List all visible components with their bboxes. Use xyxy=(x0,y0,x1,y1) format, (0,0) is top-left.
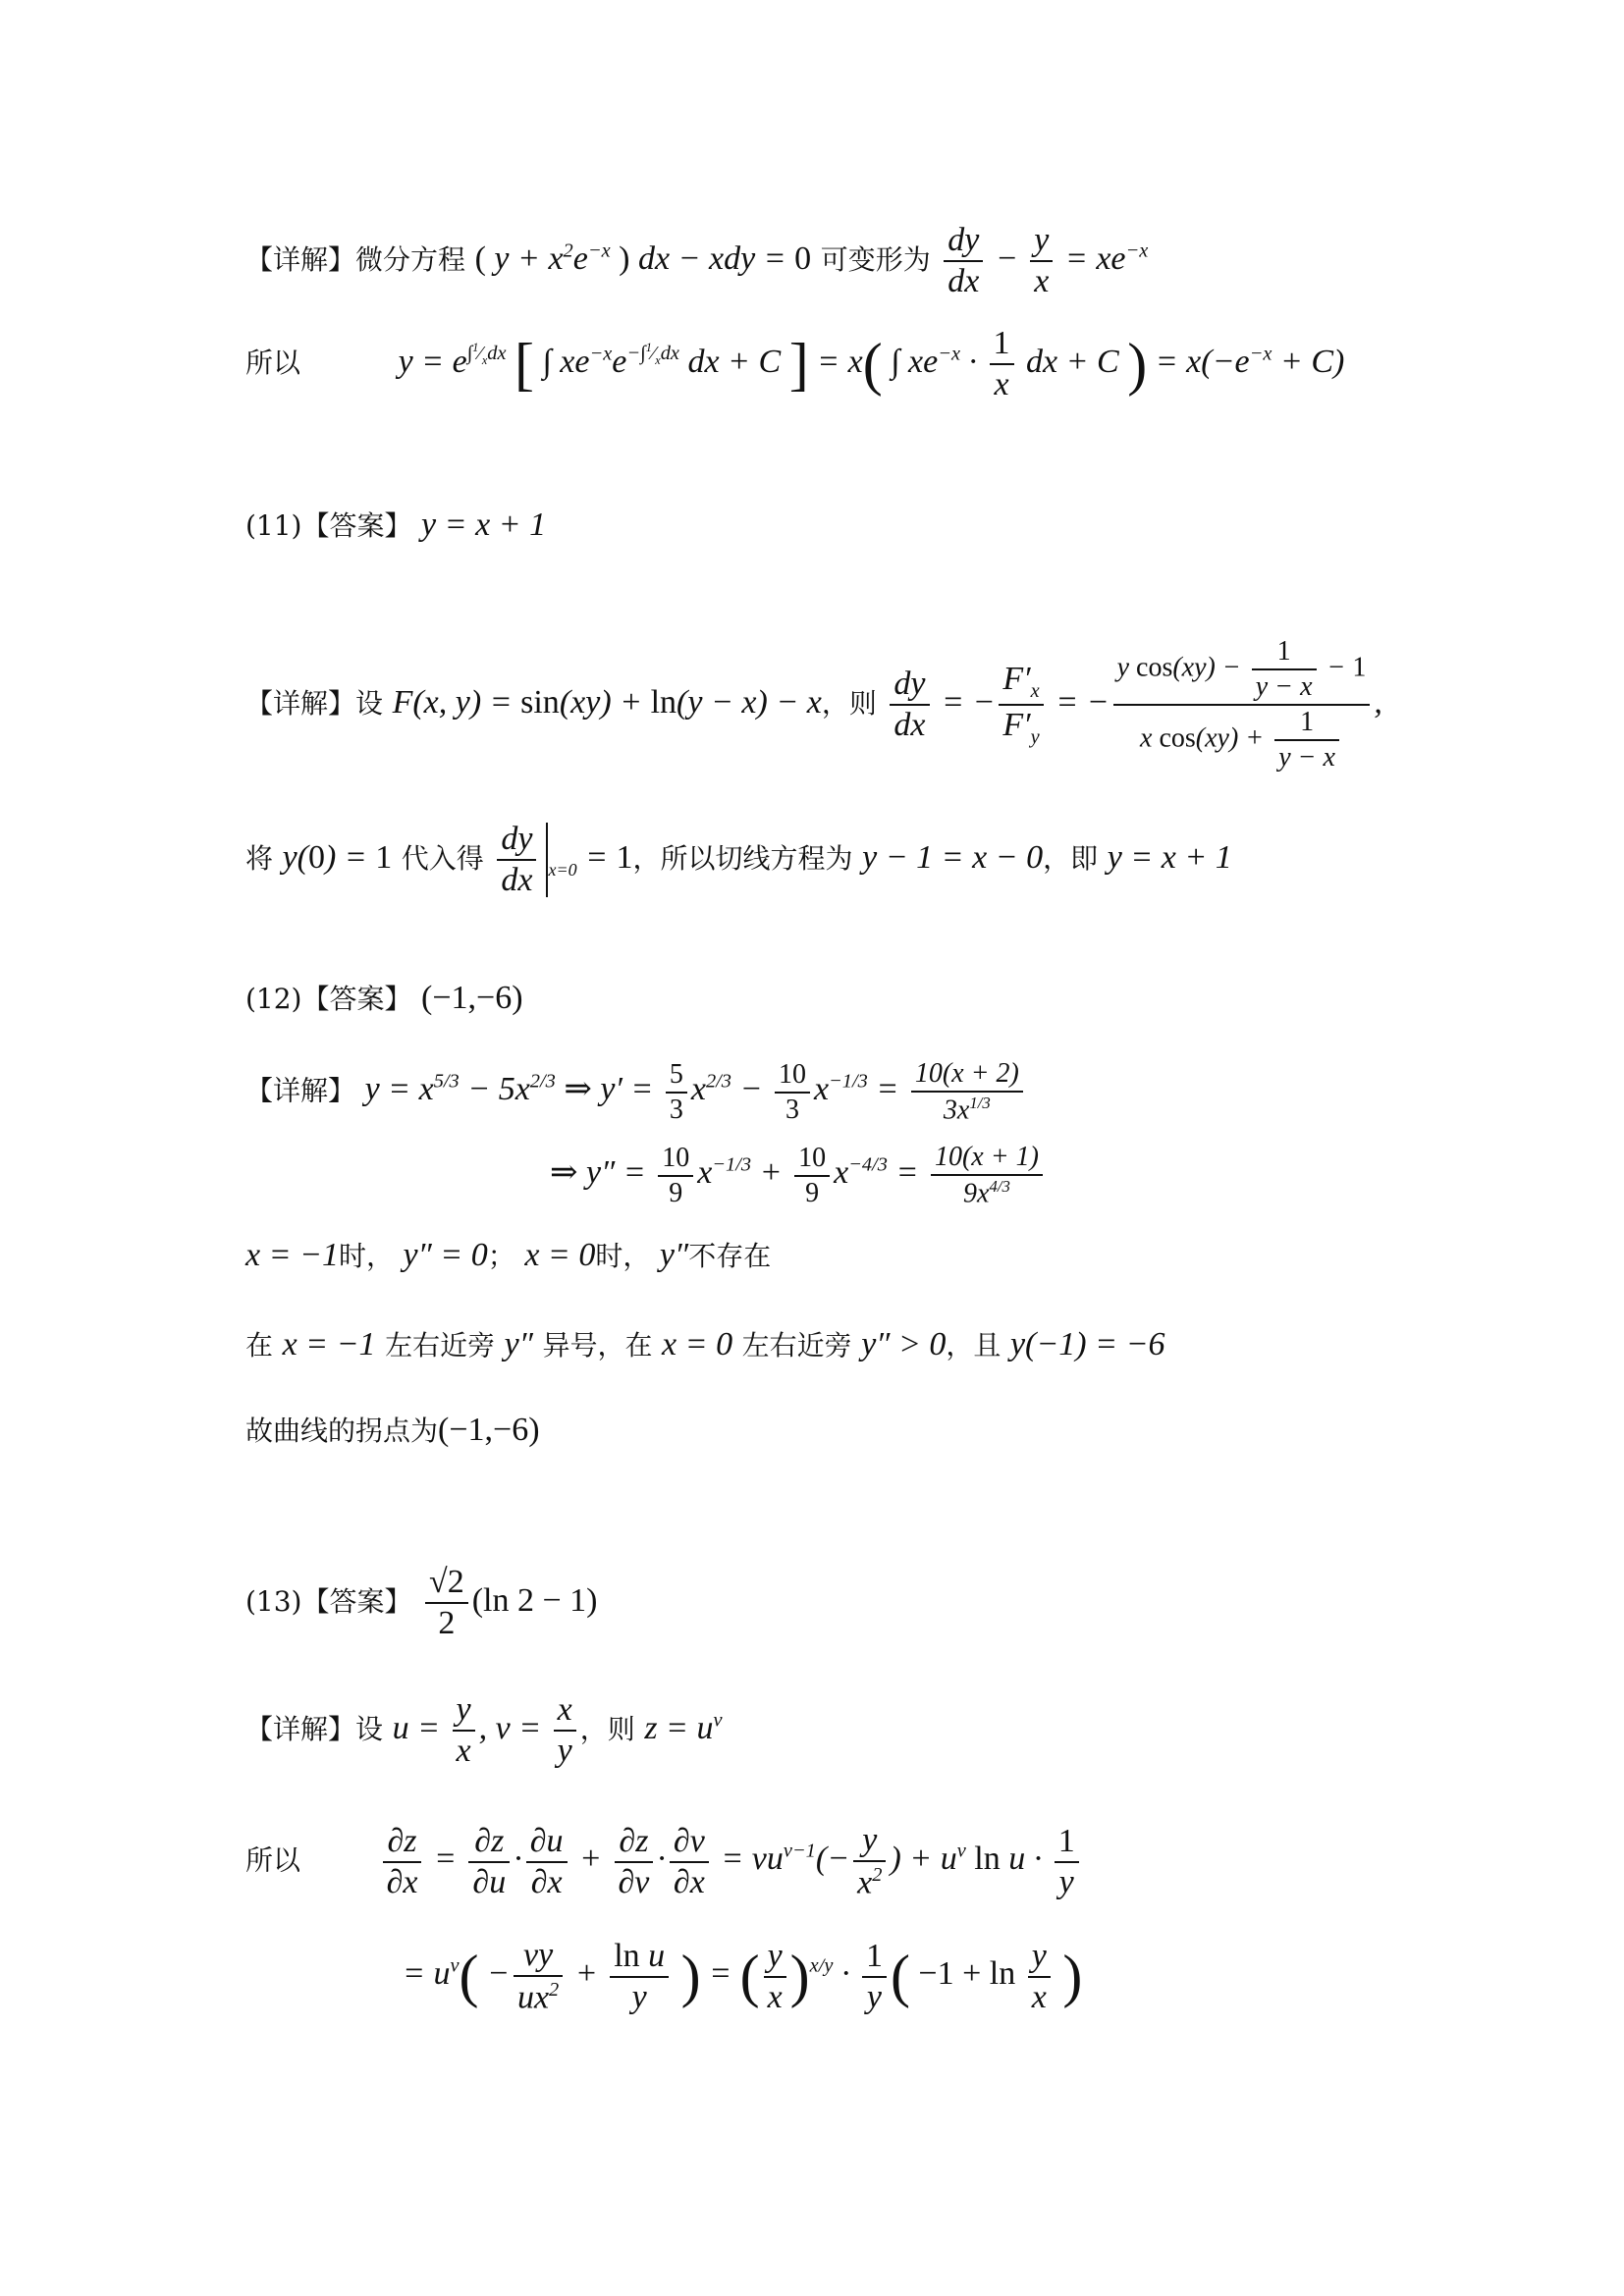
q12-conclusion: 故曲线的拐点为 xyxy=(245,1415,439,1447)
q10-solution: $y = e^{\int^1⁄_xdx}$ [ ∫ $xe^{-x}e^{-\int^1⁄_xdx}$ dx + C ] = x( ∫ $xe^{-x}$ · $\frac{1}{x}$ dx + C ) = $x(-e^{-x} + C)$ xyxy=(398,325,1345,402)
q12-answer: (−1,−6) xyxy=(421,980,523,1016)
q13-number: (13) xyxy=(245,1584,302,1618)
q11-number: (11) xyxy=(245,509,302,542)
q12-and: ，且 xyxy=(946,1329,1001,1362)
detail-label: 【详解】 xyxy=(245,1074,356,1107)
q12-first-derivative: $y = x^{5/3} - 5x^{2/3}$ ⇒ y′ = $\frac{5}{3}$ $x^{2/3}$ − $\frac{10}{3}$ $x^{-1/3}$ = $\frac{10(x + 2)}{3x^{1/3}}$ xyxy=(365,1071,1027,1107)
q12-when1: 时， xyxy=(338,1240,394,1272)
q13-z: $z = u^v$ xyxy=(644,1709,723,1746)
q11-tangent: y − 1 = x − 0 xyxy=(862,838,1044,876)
q12-detail-line1 xyxy=(245,1060,1027,1124)
q12-detail-line2 xyxy=(550,1144,1047,1207)
p10-mid: 可变形为 xyxy=(820,242,931,276)
p10-intro: 微分方程 xyxy=(355,242,466,276)
q11-answer-line xyxy=(245,508,546,542)
q13-set: 设 xyxy=(355,1712,384,1745)
q12-case2-y: y″ xyxy=(659,1237,689,1273)
q11-detail-line xyxy=(245,638,1382,772)
q13-answer: $\frac{√2}{2}$ (ln 2 − 1) xyxy=(421,1582,597,1619)
q11-sub-mid: 代入得 xyxy=(401,841,484,875)
q11-derivative: $\frac{dy}{dx}$ = − $\frac{F'_x}{F'_y}$ = − y cos(xy) − $\frac{1}{y - x}$ − 1 x cos(xy) + $\frac{1}{y - x}$ , xyxy=(886,684,1381,721)
q11-tangent-final: y = x + 1 xyxy=(1107,838,1232,876)
q12-conclusion-line xyxy=(245,1414,540,1447)
q11-sub-post: ，所以切线方程为 xyxy=(632,841,853,875)
q12-number: (12) xyxy=(245,983,302,1015)
q13-so-line xyxy=(245,1824,1083,1899)
q10-so-line xyxy=(245,327,1344,401)
q12-ypp-positive: y″ > 0 xyxy=(861,1326,947,1362)
q10-equation: ( $y + x^2e^{-x}$ ) dx − xdy = 0 xyxy=(474,240,812,277)
q12-inflection: (−1,−6) xyxy=(438,1412,540,1448)
q12-ypp-a: y″ xyxy=(504,1326,533,1362)
q12-diff-sign: 异号，在 xyxy=(542,1329,653,1362)
q12-point-a: x = −1 xyxy=(282,1326,376,1362)
q13-simplified: = $u^v$( − $\frac{vy}{ux^2}$ + $\frac{\text{ln u}}{y}$ ) = ( $\frac{y}{x}$ )$^{x/y}$ · $\frac{1}{y}$ ( −1 + ln $\frac{y}{x}$ ) xyxy=(403,1937,1083,2016)
answer-label: 【答案】 xyxy=(301,1584,412,1618)
q12-case1-value: y″ = 0 xyxy=(403,1237,488,1273)
q12-answer-line xyxy=(245,982,523,1015)
q13-partial: $\frac{\partial z}{\partial x}$ = $\frac{\partial z}{\partial u}$ · $\frac{\partial u}{\partial x}$ + $\frac{\partial z}{\partial v}$ · $\frac{\partial v}{\partial x}$ = $vu^{v-1}(-$ $\frac{y}{x^2}$ ) + $u^v$ ln u · $\frac{1}{y}$ xyxy=(379,1841,1083,1877)
q11-slope: $\frac{dy}{dx}$ $_{x=0}$ = 1 xyxy=(493,839,632,876)
q10-transformed: $\frac{dy}{dx}$ − $\frac{y}{x}$ = $xe^{-x}$ xyxy=(940,240,1148,277)
q11-function: F(x, y) = sin(xy) + ln(y − x) − x xyxy=(392,683,822,721)
so-label: 所以 xyxy=(245,1843,301,1877)
q10-detail-line xyxy=(245,224,1148,298)
q12-sign-line xyxy=(245,1328,1165,1362)
q12-cases-line: x = −1时， y″ = 0； x = 0时， y″不存在 xyxy=(245,1237,772,1273)
q12-point-b: x = 0 xyxy=(662,1326,733,1362)
q11-initial: y(0) = 1 xyxy=(282,838,393,876)
q12-value: y(−1) = −6 xyxy=(1009,1326,1165,1362)
q13-substitution: u = $\frac{y}{x}$ , v = $\frac{x}{y}$ xyxy=(393,1710,580,1746)
q13-then: ，则 xyxy=(579,1712,635,1745)
detail-label: 【详解】 xyxy=(245,686,356,720)
q12-pre: 在 xyxy=(245,1329,274,1362)
q11-then: ，则 xyxy=(821,686,877,720)
q11-set: 设 xyxy=(355,686,384,720)
q11-tangent-line xyxy=(245,823,1232,897)
q12-case1: x = −1 xyxy=(245,1237,339,1273)
q13-answer-line xyxy=(245,1566,597,1640)
q13-simplified-line xyxy=(403,1939,1082,2014)
answer-label: 【答案】 xyxy=(301,983,412,1015)
q12-case2: x = 0 xyxy=(524,1237,596,1273)
q11-sub-post2: ，即 xyxy=(1043,841,1099,875)
q11-answer: y = x + 1 xyxy=(421,507,547,543)
q13-detail-line xyxy=(245,1693,723,1768)
detail-label: 【详解】 xyxy=(245,1712,356,1745)
q12-not-exist: 不存在 xyxy=(688,1240,772,1272)
answer-label: 【答案】 xyxy=(301,509,412,542)
q12-near1: 左右近旁 xyxy=(385,1329,496,1362)
detail-label: 【详解】 xyxy=(245,242,356,276)
q12-second-derivative: ⇒ y″ = $\frac{10}{9}$ $x^{-1/3}$ + $\frac{10}{9}$ $x^{-4/3}$ = $\frac{10(x + 1)}{9x^{4/3}}$ xyxy=(550,1154,1047,1191)
q12-when2: 时， xyxy=(595,1240,651,1272)
so-label: 所以 xyxy=(245,346,301,379)
q11-sub-pre: 将 xyxy=(245,841,274,875)
q12-near2: 左右近旁 xyxy=(741,1329,852,1362)
